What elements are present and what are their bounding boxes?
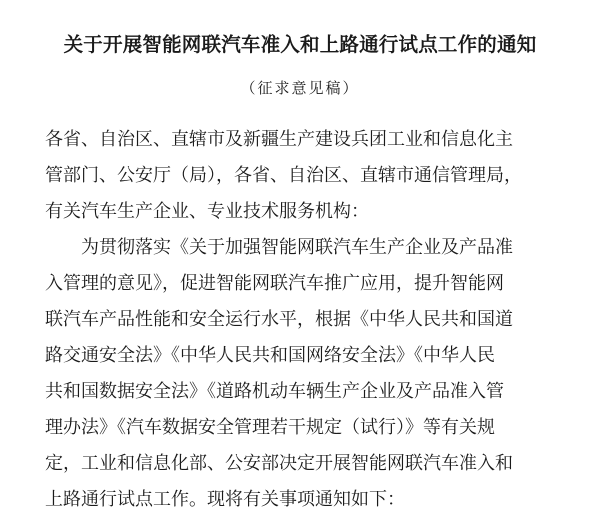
body-line: 入管理的意见》，促进智能网联汽车推广应用，提升智能网 (45, 273, 504, 294)
addressee-line: 管部门、公安厅（局），各省、自治区、直辖市通信管理局， (45, 165, 522, 186)
body-line: 路交通安全法》《中华人民共和国网络安全法》《中华人民 (45, 345, 495, 366)
body-line: 定，工业和信息化部、公安部决定开展智能网联汽车准入和 (45, 453, 513, 474)
body-line: 联汽车产品性能和安全运行水平，根据《中华人民共和国道 (45, 309, 513, 330)
body-line: 上路通行试点工作。现将有关事项通知如下： (45, 489, 405, 510)
addressee-line: 各省、自治区、直辖市及新疆生产建设兵团工业和信息化主 (45, 129, 513, 150)
body-line: 理办法》《汽车数据安全管理若干规定（试行）》等有关规 (45, 417, 495, 438)
document-subtitle: （征求意见稿） (240, 79, 360, 97)
body-line: 为贯彻落实《关于加强智能网联汽车生产企业及产品准 (81, 237, 513, 258)
addressee-line: 有关汽车生产企业、专业技术服务机构： (45, 201, 369, 222)
document-title: 关于开展智能网联汽车准入和上路通行试点工作的通知 (63, 33, 537, 56)
body-line: 共和国数据安全法》《道路机动车辆生产企业及产品准入管 (45, 381, 504, 402)
